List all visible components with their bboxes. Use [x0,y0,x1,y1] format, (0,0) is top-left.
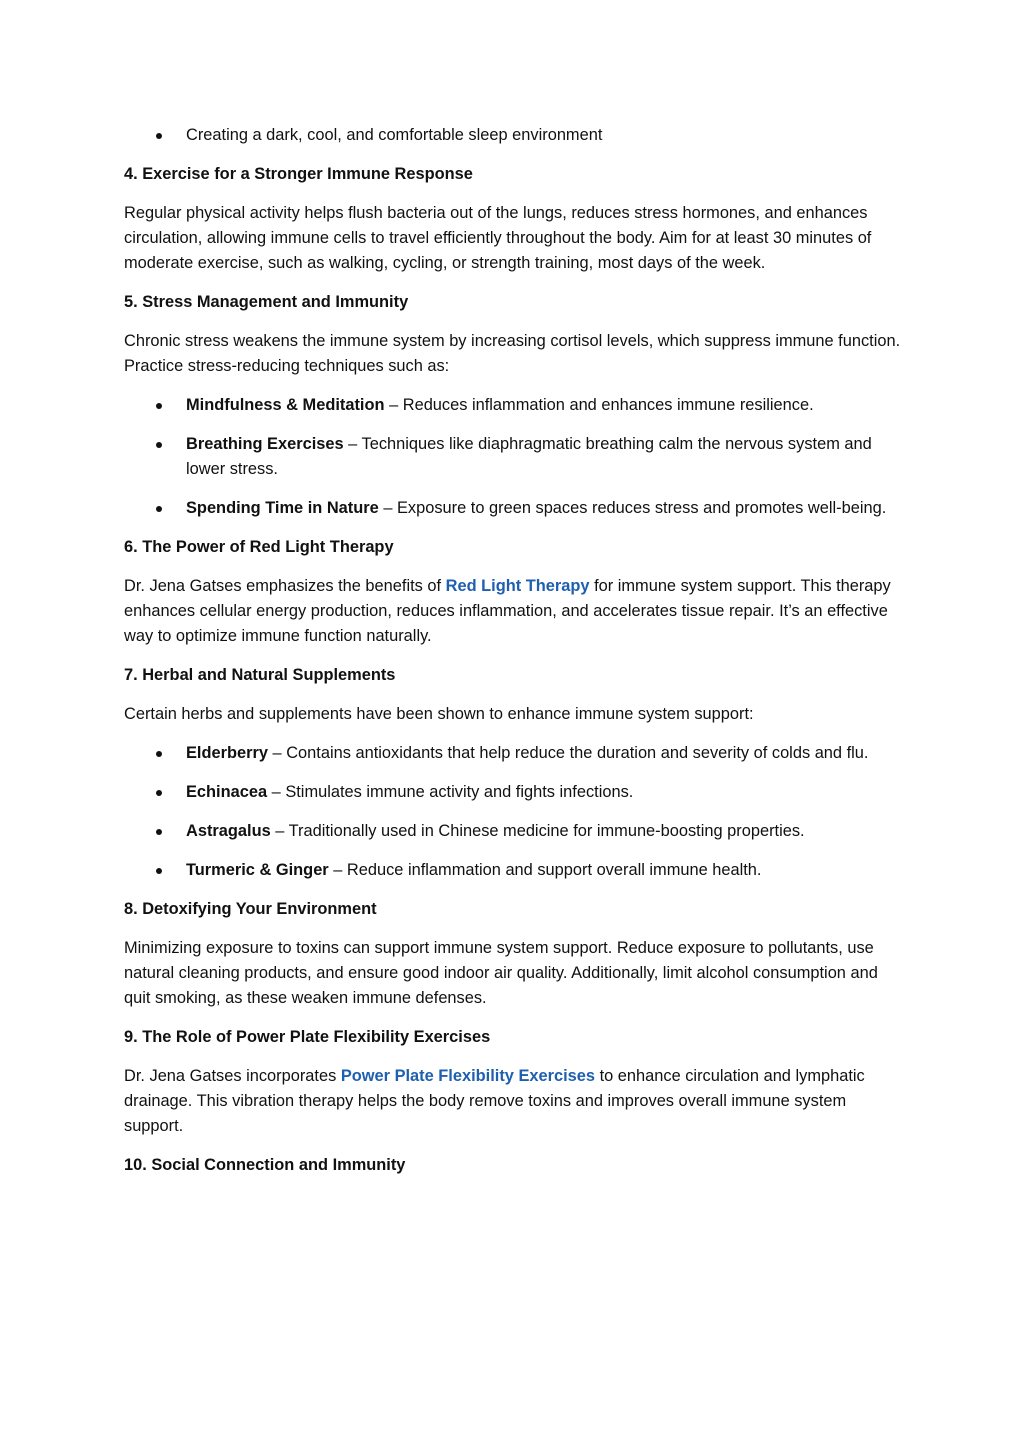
section-body-detox: Minimizing exposure to toxins can support immune system support. Reduce exposure to pollutants, use natural cleaning products, and ensure good indoor air quality. Additionally, limit alcohol consumption and quit smoking, as these weaken immune defenses. [124,939,878,1007]
list-item-term: Turmeric & Ginger [186,861,329,879]
list-item [124,780,904,805]
section-heading-red-light: 6. The Power of Red Light Therapy [124,538,394,556]
section-heading-power-plate: 9. The Role of Power Plate Flexibility Exercises [124,1028,491,1046]
list-item-term: Mindfulness & Meditation [186,396,385,414]
bullet-icon [156,506,162,512]
list-item-desc: – Contains antioxidants that help reduce the duration and severity of colds and flu. [268,744,869,762]
list-item [124,819,904,844]
list-item [124,496,904,521]
bullet-icon [156,133,162,139]
section-heading-stress: 5. Stress Management and Immunity [124,293,409,311]
list-item [124,858,904,883]
sleep-tips-list [124,123,904,148]
document-page [124,123,904,1192]
power-plate-link[interactable]: Power Plate Flexibility Exercises [340,1067,596,1085]
stress-techniques-list [124,393,904,521]
list-item-term: Elderberry [186,744,268,762]
red-light-therapy-link[interactable]: Red Light Therapy [445,577,590,595]
bullet-icon [156,829,162,835]
list-item-desc: – Exposure to green spaces reduces stress and promotes well-being. [378,499,887,517]
list-item-desc: – Stimulates immune activity and fights infections. [267,783,634,801]
bullet-icon [156,403,162,409]
list-item-desc: – Traditionally used in Chinese medicine for immune-boosting properties. [270,822,805,840]
section-body-red-light [124,574,904,649]
body-text: Dr. Jena Gatses incorporates [124,1067,341,1085]
section-heading-detox: 8. Detoxifying Your Environment [124,900,377,918]
section-heading-social: 10. Social Connection and Immunity [124,1156,406,1174]
list-item-term: Astragalus [186,822,271,840]
list-item-desc: – Reduces inflammation and enhances immune resilience. [384,396,814,414]
list-item-term: Echinacea [186,783,268,801]
list-item-term: Spending Time in Nature [186,499,379,517]
section-body-power-plate [124,1064,904,1139]
list-item-desc: – Techniques like diaphragmatic breathing calm the nervous system and lower stress. [186,435,872,478]
list-item [124,393,904,418]
list-item-text: Creating a dark, cool, and comfortable sleep environment [186,126,603,144]
supplements-list [124,741,904,883]
section-heading-exercise: 4. Exercise for a Stronger Immune Response [124,165,473,183]
list-item [124,432,904,482]
bullet-icon [156,868,162,874]
list-item-desc: – Reduce inflammation and support overall immune health. [328,861,762,879]
bullet-icon [156,751,162,757]
bullet-icon [156,442,162,448]
section-body-stress: Chronic stress weakens the immune system by increasing cortisol levels, which suppress immune function. Practice stress-reducing techniques such as: [124,332,901,375]
list-item [124,123,904,148]
bullet-icon [156,790,162,796]
list-item [124,741,904,766]
body-text: Dr. Jena Gatses emphasizes the benefits of [124,577,446,595]
section-body-exercise: Regular physical activity helps flush bacteria out of the lungs, reduces stress hormones, and enhances circulation, allowing immune cells to travel efficiently throughout the body. Aim for at least 30 minutes of moderate exercise, such as walking, cycling, or strength training, most days of the week. [124,204,872,272]
section-body-supplements: Certain herbs and supplements have been shown to enhance immune system support: [124,705,754,723]
body-text: for immune system support. This therapy enhances cellular energy production, reduces inflammation, and accelerates tissue repair. It’s an effective way to optimize immune function naturally. [124,577,891,645]
list-item-term: Breathing Exercises [186,435,344,453]
section-heading-supplements: 7. Herbal and Natural Supplements [124,666,396,684]
body-text: to enhance circulation and lymphatic drainage. This vibration therapy helps the body remove toxins and improves overall immune system support. [124,1067,865,1135]
